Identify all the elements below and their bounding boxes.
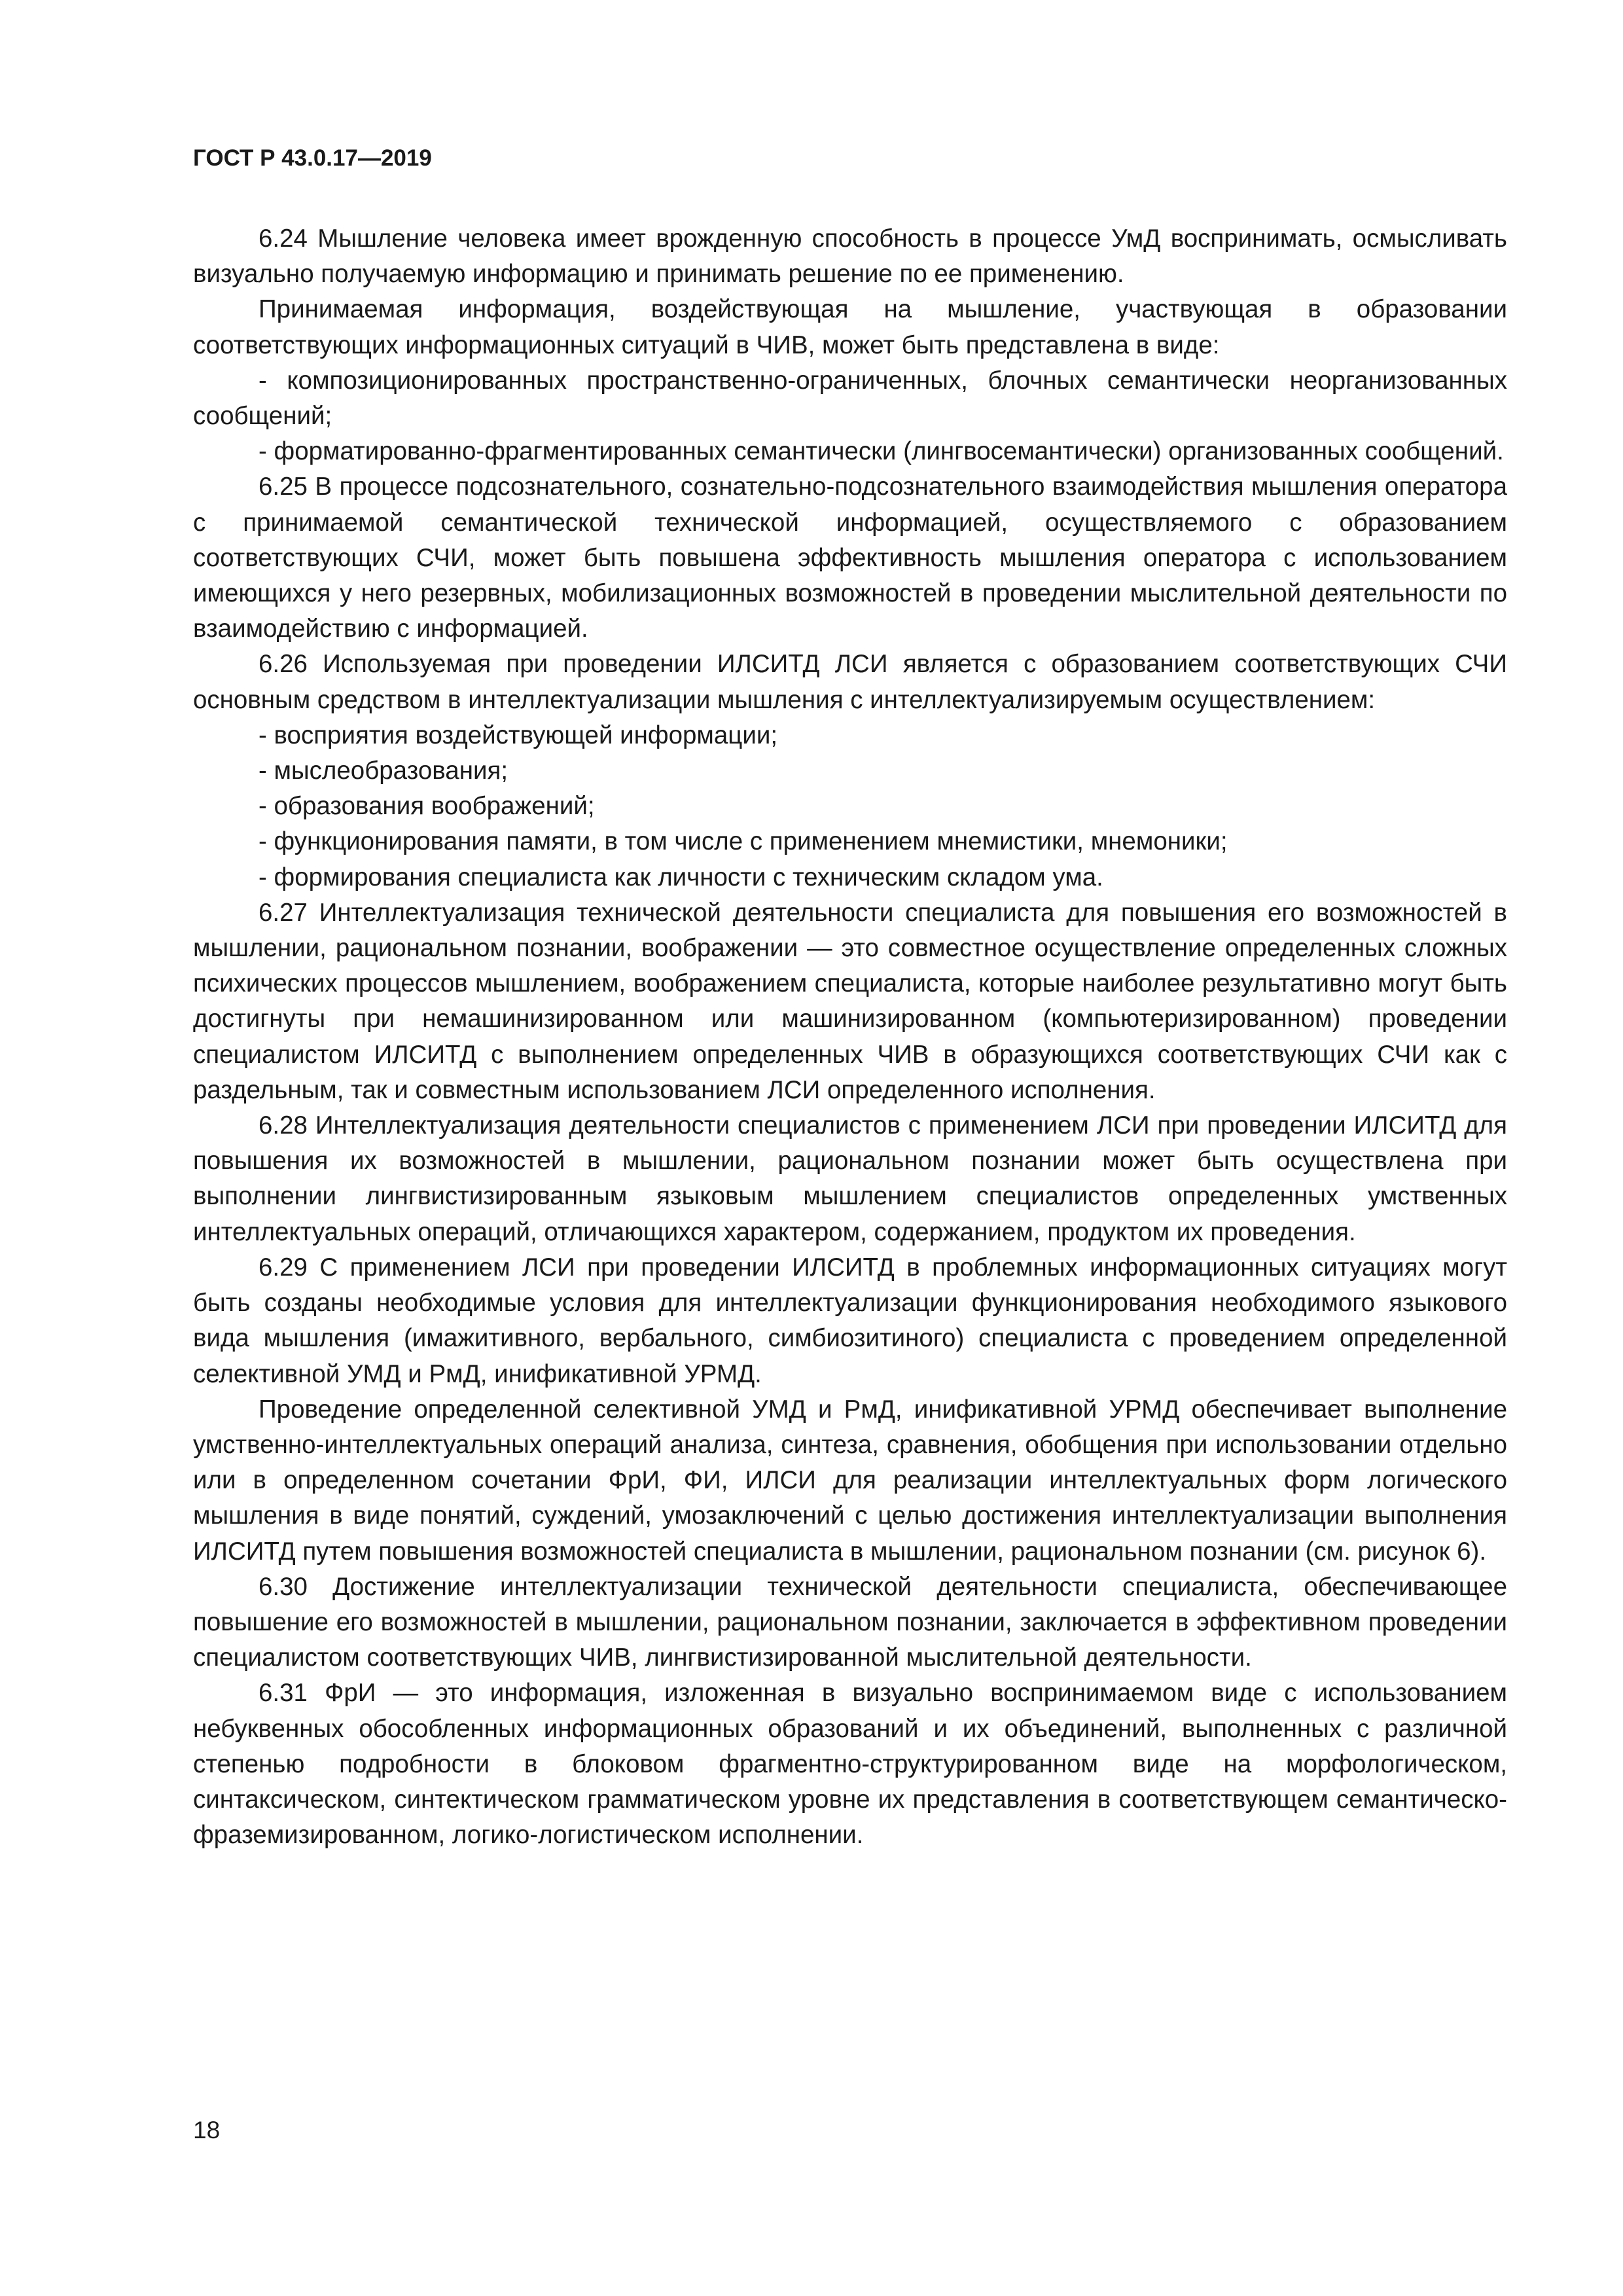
list-item: - композиционированных пространственно-ограниченных, блочных семантически неорганизованных сообщений; xyxy=(193,366,1507,431)
paragraph: Проведение определенной селективной УМД и РмД, инификативной УРМД обеспечивает выполнение умственно-интеллектуальных операций анализа, синтеза, сравнения, обобщения при использовании отдельно или в определенном сочетании ФрИ, ФИ, ИЛСИ для реализации интеллектуальных форм логического мышления в виде понятий, суждений, умозаключений с целью достижения интеллектуализации выполнения ИЛСИТД путем повышения возможностей специалиста в мышлении, рациональном познании (см. рисунок 6). xyxy=(193,1395,1507,1566)
list-item: - образования воображений; xyxy=(259,792,595,821)
page-number: 18 xyxy=(193,2117,221,2144)
list-item: - восприятия воздействующей информации; xyxy=(259,721,778,749)
paragraph-6-26: 6.26 Используемая при проведении ИЛСИТД ЛСИ является с образованием соответствующих СЧИ основным средством в интеллектуализации мышления с интеллектуализируемым осуществлением: xyxy=(193,650,1507,714)
document-body xyxy=(193,221,1507,1853)
paragraph-6-28: 6.28 Интеллектуализация деятельности специалистов с применением ЛСИ при проведении ИЛСИТД для повышения их возможностей в мышлении, рациональном познании может быть осуществлена при выполнении лингвистизированным языковым мышлением специалистов определенных умственных интеллектуальных операций, отличающихся характером, содержанием, продуктом их проведения. xyxy=(193,1111,1507,1246)
paragraph: Принимаемая информация, воздействующая на мышление, участвующая в образовании соответствующих информационных ситуаций в ЧИВ, может быть представлена в виде: xyxy=(193,295,1507,359)
paragraph-6-31: 6.31 ФрИ — это информация, изложенная в визуально воспринимаемом виде с использованием небуквенных обособленных информационных образований и их объединений, выполненных с различной степенью подробности в блоковом фрагментно-структурированном виде на морфологическом, синтаксическом, синтектическом грамматическом уровне их представления в соответствующем семантическо-фраземизированном, логико-логистическом исполнении. xyxy=(193,1679,1507,1850)
standard-designation: ГОСТ Р 43.0.17—2019 xyxy=(193,145,432,171)
paragraph-6-25: 6.25 В процессе подсознательного, сознательно-подсознательного взаимодействия мышления оператора с принимаемой семантической технической информацией, осуществляемого с образованием соответствующих СЧИ, может быть повышена эффективность мышления оператора с использованием имеющихся у него резервных, мобилизационных возможностей в проведении мыслительной деятельности по взаимодействию с информацией. xyxy=(193,473,1507,643)
list-item: - формирования специалиста как личности с техническим складом ума. xyxy=(259,863,1103,891)
paragraph-6-27: 6.27 Интеллектуализация технической деятельности специалиста для повышения его возможностей в мышлении, рациональном познании, воображении — это совместное осуществление определенных сложных психических процессов мышлением, воображением специалиста, которые наиболее результативно могут быть достигнуты при немашинизированном или машинизированном (компьютеризированном) проведении специалистом ИЛСИТД с выполнением определенных ЧИВ в образующихся соответствующих СЧИ как с раздельным, так и совместным использованием ЛСИ определенного исполнения. xyxy=(193,898,1507,1104)
page-footer xyxy=(193,2117,220,2144)
paragraph-6-24: 6.24 Мышление человека имеет врожденную способность в процессе УмД воспринимать, осмысливать визуально получаемую информацию и принимать решение по ее применению. xyxy=(193,224,1507,289)
list-item: - функционирования памяти, в том числе с применением мнемистики, мнемоники; xyxy=(259,827,1228,856)
paragraph-6-29: 6.29 С применением ЛСИ при проведении ИЛСИТД в проблемных информационных ситуациях могут быть созданы необходимые условия для интеллектуализации функционирования необходимого языкового вида мышления (имажитивного, вербального, симбиозитиного) специалиста с проведением определенной селективной УМД и РмД, инификативной УРМД. xyxy=(193,1253,1507,1388)
list-item: - мыслеобразования; xyxy=(259,757,508,785)
list-item: - форматированно-фрагментированных семантически (лингвосемантически) организованных сообщений. xyxy=(259,437,1504,466)
document-header xyxy=(193,145,432,171)
paragraph-6-30: 6.30 Достижение интеллектуализации технической деятельности специалиста, обеспечивающее повышение его возможностей в мышлении, рациональном познании, заключается в эффективном проведении специалистом соответствующих ЧИВ, лингвистизированной мыслительной деятельности. xyxy=(193,1572,1507,1672)
